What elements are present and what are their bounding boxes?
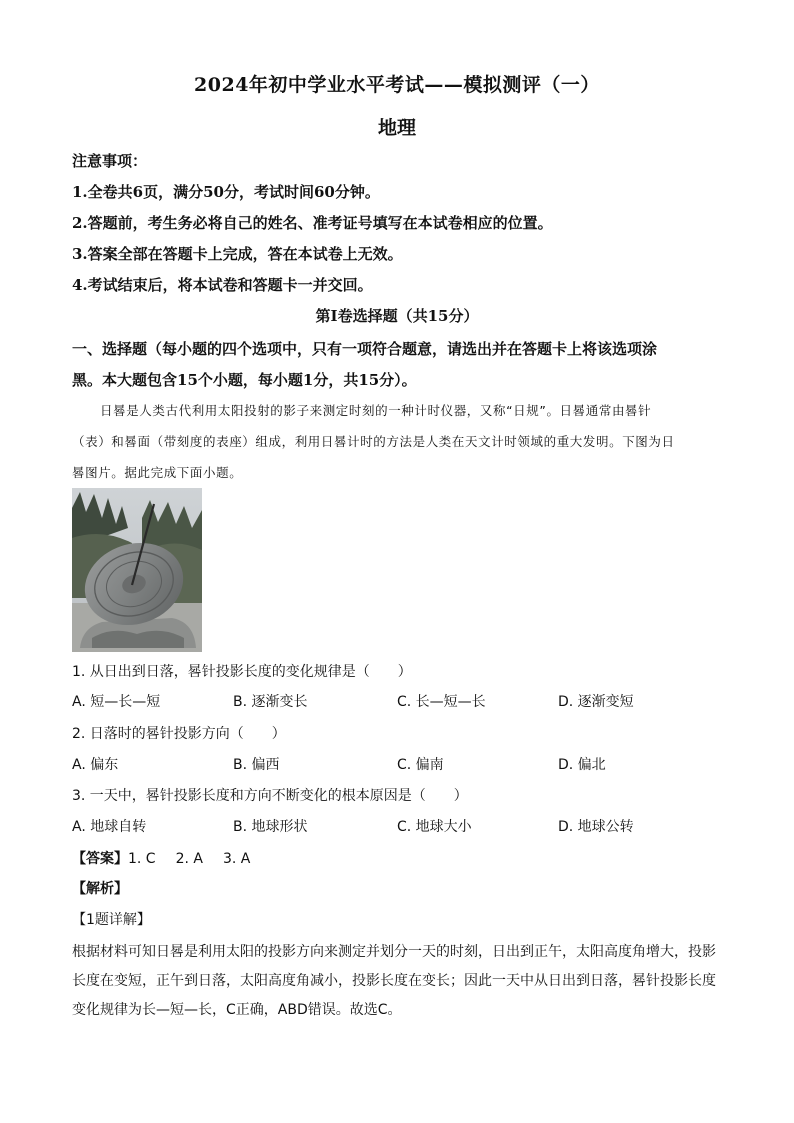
analysis-line-3: 变化规律为长—短—长，C正确，ABD错误。故选C。 — [72, 1002, 402, 1018]
question-2-option-c: C. 偏南 — [397, 757, 444, 773]
sundial-photo — [72, 488, 202, 652]
section-title: 第Ⅰ卷选择题（共15分） — [315, 307, 479, 325]
question-1-option-c: C. 长—短—长 — [397, 694, 486, 710]
note-item-3: 3.答案全部在答题卡上完成，答在本试卷上无效。 — [72, 245, 403, 263]
exam-title: 2024年初中学业水平考试——模拟测评（一） — [194, 74, 600, 96]
question-3-option-a: A. 地球自转 — [72, 819, 147, 835]
question-1-option-a: A. 短—长—短 — [72, 694, 161, 710]
question-2-stem: 2. 日落时的晷针投影方向（ ） — [72, 726, 286, 742]
question-1-stem: 1. 从日出到日落，晷针投影长度的变化规律是（ ） — [72, 664, 412, 680]
section-instruction-line2: 黑。本大题包含15个小题，每小题1分，共15分）。 — [72, 371, 417, 389]
section-instruction-line1: 一、选择题（每小题的四个选项中，只有一项符合题意，请选出并在答题卡上将该选项涂 — [72, 340, 658, 358]
question-3-option-b: B. 地球形状 — [233, 819, 308, 835]
question-1-option-d: D. 逐渐变短 — [558, 694, 634, 710]
answer-line — [72, 848, 250, 868]
material-line-3: 晷图片。据此完成下面小题。 — [72, 465, 243, 480]
note-item-1: 1.全卷共6页，满分50分，考试时间60分钟。 — [72, 183, 380, 201]
analysis-paragraph — [72, 938, 722, 1025]
question-2-option-b: B. 偏西 — [233, 757, 280, 773]
detail-heading: 【1题详解】 — [72, 912, 151, 928]
analysis-line-2: 长度在变短，正午到日落，太阳高度角减小，投影长度在变长；因此一天中从日出到日落，晷针投影长度 — [72, 973, 716, 989]
note-item-2: 2.答题前，考生务必将自己的姓名、准考证号填写在本试卷相应的位置。 — [72, 214, 553, 232]
answer-item-1: 1. C — [128, 851, 156, 867]
material-line-2: （表）和晷面（带刻度的表座）组成，利用日晷计时的方法是人类在天文计时领域的重大发明。下图为日 — [72, 434, 675, 449]
subject-title: 地理 — [377, 117, 416, 139]
answer-tag: 【答案】 — [72, 851, 128, 867]
question-2-option-d: D. 偏北 — [558, 757, 606, 773]
material-line-1: 日晷是人类古代利用太阳投射的影子来测定时刻的一种计时仪器，又称“日规”。日晷通常由晷针 — [100, 403, 652, 418]
analysis-heading: 【解析】 — [72, 881, 128, 897]
question-3-option-c: C. 地球大小 — [397, 819, 472, 835]
note-item-4: 4.考试结束后，将本试卷和答题卡一并交回。 — [72, 276, 373, 294]
question-3-option-d: D. 地球公转 — [558, 819, 634, 835]
question-1-option-b: B. 逐渐变长 — [233, 694, 308, 710]
question-2-option-a: A. 偏东 — [72, 757, 119, 773]
analysis-line-1: 根据材料可知日晷是利用太阳的投影方向来测定并划分一天的时刻，日出到正午，太阳高度角增大，投影 — [72, 944, 716, 960]
question-3-stem: 3. 一天中，晷针投影长度和方向不断变化的根本原因是（ ） — [72, 788, 468, 804]
material-text — [72, 395, 722, 488]
notes-heading: 注意事项： — [72, 152, 148, 170]
answer-item-2: 2. A — [175, 851, 203, 867]
answer-item-3: 3. A — [222, 851, 251, 867]
